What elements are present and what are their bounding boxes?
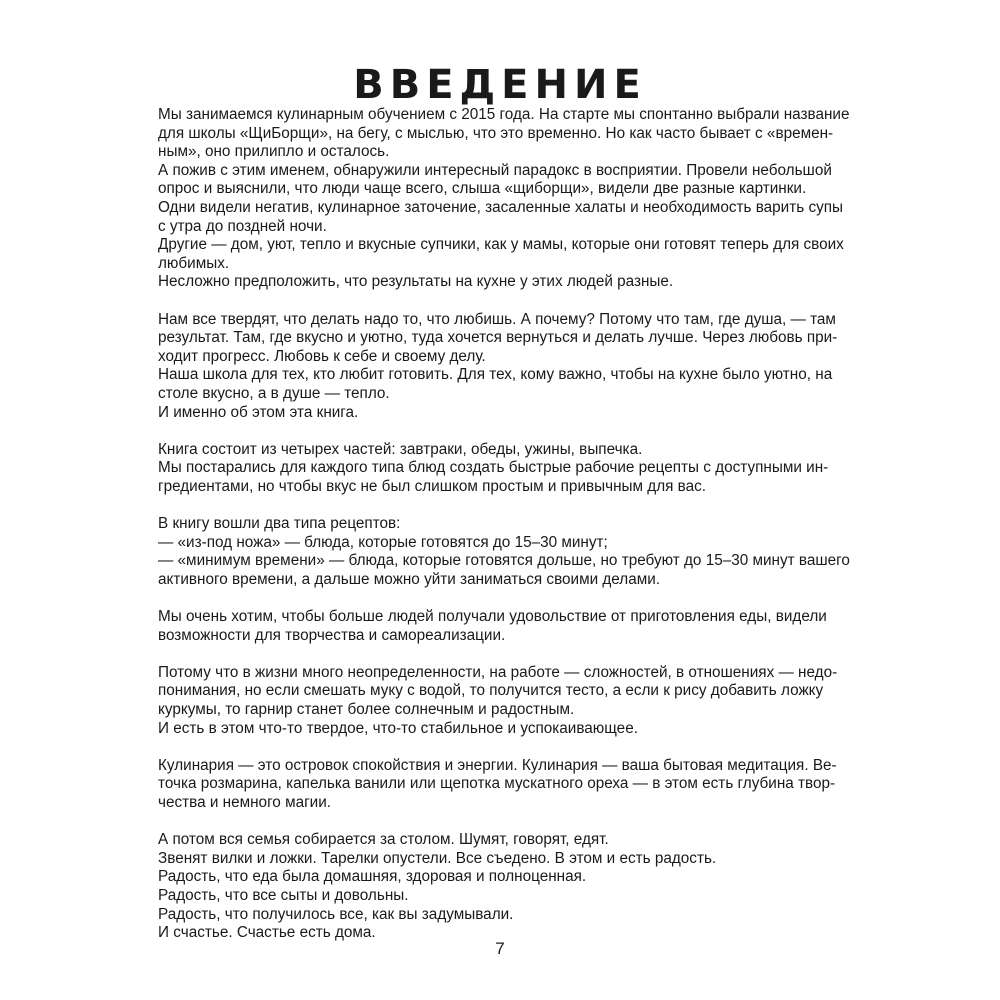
text-line: ным», оно прилипло и осталось. <box>158 143 390 161</box>
paragraph <box>158 515 858 589</box>
text-line: Кулинария — это островок спокойствия и энергии. Кулинария — ваша бытовая медитация. Ве- <box>158 756 837 774</box>
text-line: Нам все твердят, что делать надо то, что любишь. А почему? Потому что там, где душа, — там <box>158 310 836 328</box>
text-line: А пожив с этим именем, обнаружили интересный парадокс в восприятии. Провели небольшой <box>158 161 832 179</box>
text-line: А потом вся семья собирается за столом. Шумят, говорят, едят. <box>158 831 609 849</box>
text-line: ходит прогресс. Любовь к себе и своему делу. <box>158 347 486 365</box>
text-line: любимых. <box>158 254 230 272</box>
paragraph <box>158 106 858 292</box>
text-line: Другие — дом, уют, тепло и вкусные супчики, как у мамы, которые они готовят теперь для своих <box>158 236 844 254</box>
text-line: Звенят вилки и ложки. Тарелки опустели. Все съедено. В этом и есть радость. <box>158 849 717 867</box>
text-line: активного времени, а дальше можно уйти заниматься своими делами. <box>158 570 661 588</box>
text-line: Радость, что получилось все, как вы задумывали. <box>158 905 514 923</box>
text-line: И есть в этом что-то твердое, что-то стабильное и успокаивающее. <box>158 719 638 737</box>
text-line: куркумы, то гарнир станет более солнечным и радостным. <box>158 701 575 718</box>
text-line: с утра до поздней ночи. <box>158 217 327 235</box>
text-line: опрос и выяснили, что люди чаще всего, слыша «щиборщи», видели две разные картинки. <box>158 180 807 198</box>
text-line: Одни видели негатив, кулинарное заточение, засаленные халаты и необходимость варить супы <box>158 198 844 216</box>
paragraph <box>158 664 858 738</box>
text-line: Радость, что еда была домашняя, здоровая и полноценная. <box>158 868 587 886</box>
text-line: — «минимум времени» — блюда, которые готовятся дольше, но требуют до 15–30 минут вашего <box>158 552 850 570</box>
paragraph <box>158 831 858 943</box>
text-line: Наша школа для тех, кто любит готовить. Для тех, кому важно, чтобы на кухне было уютно, на <box>158 366 833 384</box>
paragraph <box>158 441 858 497</box>
text-line: И именно об этом эта книга. <box>158 403 359 421</box>
page-number: 7 <box>495 939 505 958</box>
text-line: Потому что в жизни много неопределенности, на работе — сложностей, в отношениях — недо- <box>158 663 838 681</box>
paragraph <box>158 311 858 423</box>
text-line: возможности для творчества и самореализации. <box>158 626 506 644</box>
paragraph <box>158 757 858 813</box>
text-line: Несложно предположить, что результаты на кухне у этих людей разные. <box>158 273 674 291</box>
text-line: для школы «ЩиБорщи», на бегу, с мыслью, что это временно. Но как часто бывает с «времен- <box>158 124 834 142</box>
paragraph <box>158 608 858 645</box>
text-line: Радость, что все сыты и довольны. <box>158 886 409 904</box>
text-line: понимания, но если смешать муку с водой, то получится тесто, а если к рису добавить ложку <box>158 682 824 700</box>
text-line: В книгу вошли два типа рецептов: <box>158 515 401 533</box>
text-line: Мы занимаемся кулинарным обучением с 2015 года. На старте мы спонтанно выбрали название <box>158 106 850 123</box>
text-line: чества и немного магии. <box>158 793 332 811</box>
text-line: — «из-под ножа» — блюда, которые готовятся до 15–30 минут; <box>158 533 608 551</box>
body-text <box>158 106 858 943</box>
text-line: Книга состоит из четырех частей: завтраки, обеды, ужины, выпечка. <box>158 440 643 458</box>
text-line: Мы очень хотим, чтобы больше людей получали удовольствие от приготовления еды, видели <box>158 608 827 626</box>
text-line: И счастье. Счастье есть дома. <box>158 924 376 942</box>
text-line: результат. Там, где вкусно и уютно, туда хочется вернуться и делать лучше. Через любовь при- <box>158 329 838 347</box>
text-line: Мы постарались для каждого типа блюд создать быстрые рабочие рецепты с доступными ин- <box>158 459 829 477</box>
text-line: точка розмарина, капелька ванили или щепотка мускатного ореха — в этом есть глубина твор- <box>158 775 836 793</box>
page-title: ВВЕДЕНИЕ <box>353 61 647 108</box>
text-line: столе вкусно, а в душе — тепло. <box>158 384 390 402</box>
text-line: гредиентами, но чтобы вкус не был слишком простым и привычным для вас. <box>158 477 707 495</box>
